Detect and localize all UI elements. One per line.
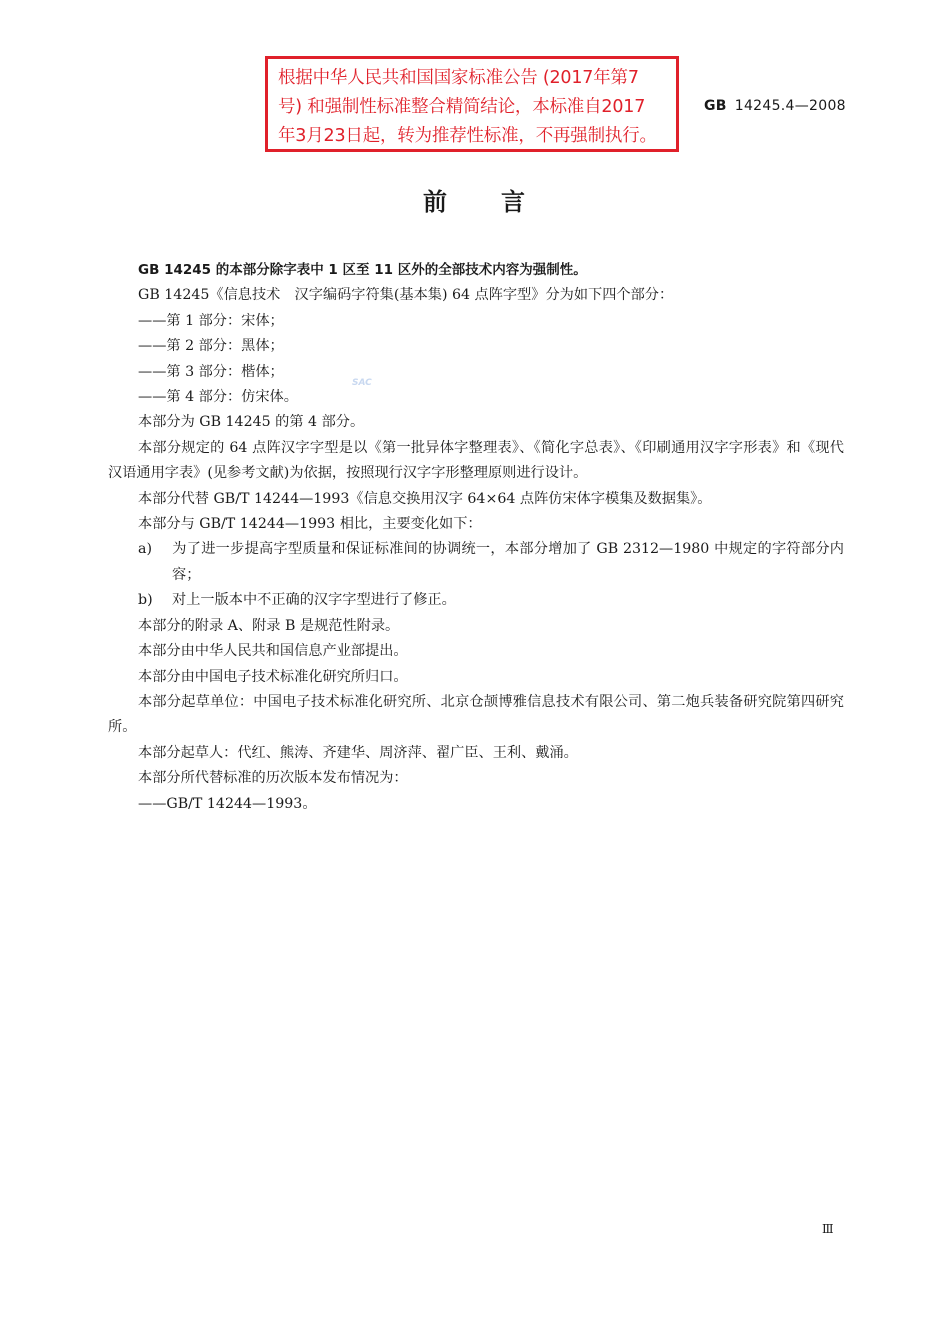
item-label-a: a) (138, 541, 152, 558)
standard-prefix: GB (704, 98, 727, 114)
list-item-part-2: ——第 2 部分：黑体； (138, 338, 284, 355)
paragraph-mandatory-scope: GB 14245 的本部分除字表中 1 区至 11 区外的全部技术内容为强制性。 (138, 262, 587, 278)
paragraph-proposer: 本部分由中华人民共和国信息产业部提出。 (138, 643, 408, 660)
paragraph-history-intro: 本部分所代替标准的历次版本发布情况为： (138, 770, 408, 787)
item-text-a: 为了进一步提高字型质量和保证标准间的协调统一，本部分增加了 GB 2312—1980 中规定的字符部分内容； (172, 541, 844, 583)
list-item-part-4: ——第 4 部分：仿宋体。 (138, 389, 298, 406)
standard-number: 14245.4—2008 (734, 98, 846, 114)
paragraph-changes-intro: 本部分与 GB/T 14244—1993 相比，主要变化如下： (138, 516, 482, 533)
page-number: Ⅲ (822, 1222, 834, 1236)
list-item-part-1: ——第 1 部分：宋体； (138, 312, 284, 329)
list-item-history: ——GB/T 14244—1993。 (138, 795, 317, 812)
list-item-change-b (108, 588, 844, 613)
paragraph-drafting-units: 本部分起草单位：中国电子技术标准化研究所、北京仓颉博雅信息技术有限公司、第二炮兵装备研究院第四研究所。 (108, 693, 844, 736)
paragraph-parts-intro: GB 14245《信息技术 汉字编码字符集(基本集) 64 点阵字型》分为如下四个部分： (138, 287, 674, 304)
list-item-change-a (108, 537, 844, 588)
notice-line-3: 年3月23日起，转为推荐性标准，不再强制执行。 (278, 126, 657, 146)
list-item-part-3: ——第 3 部分：楷体； (138, 363, 284, 380)
paragraph-replaces: 本部分代替 GB/T 14244—1993《信息交换用汉字 64×64 点阵仿宋体字模集及数据集》。 (138, 490, 712, 507)
notice-line-2: 号) 和强制性标准整合精简结论，本标准自2017 (278, 97, 646, 117)
sac-watermark: SAC (352, 378, 372, 388)
foreword-body (108, 258, 844, 817)
item-label-b: b) (138, 592, 153, 609)
page-title: 前 言 (423, 188, 527, 216)
paragraph-this-part: 本部分为 GB 14245 的第 4 部分。 (138, 414, 365, 431)
paragraph-administrator: 本部分由中国电子技术标准化研究所归口。 (138, 668, 408, 685)
item-text-b: 对上一版本中不正确的汉字字型进行了修正。 (172, 592, 456, 609)
paragraph-drafters: 本部分起草人：代红、熊涛、齐建华、周济萍、翟广臣、王利、戴涌。 (138, 744, 578, 761)
mandatory-status-notice (265, 56, 679, 152)
standard-code (704, 98, 846, 114)
paragraph-basis: 本部分规定的 64 点阵汉字字型是以《第一批异体字整理表》、《简化字总表》、《印刷通用汉字字形表》和《现代汉语通用字表》(见参考文献)为依据，按照现行汉字字形整理原则进行设计。 (108, 439, 844, 482)
notice-line-1: 根据中华人民共和国国家标准公告 (2017年第7 (278, 68, 639, 88)
paragraph-annexes: 本部分的附录 A、附录 B 是规范性附录。 (138, 617, 400, 634)
